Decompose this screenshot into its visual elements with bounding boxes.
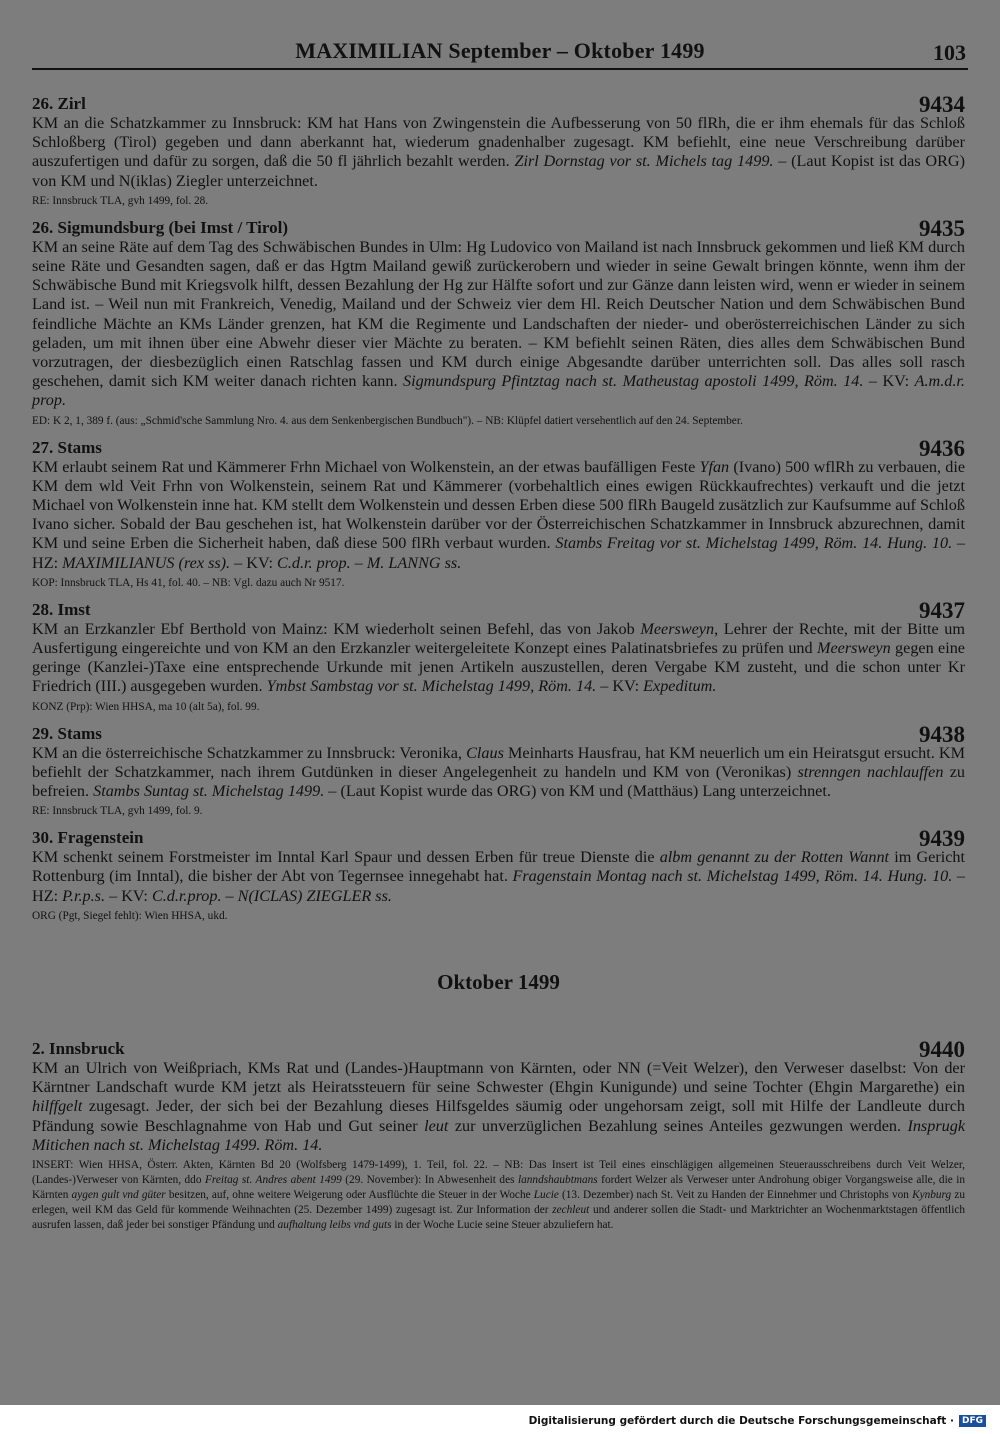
italic-text: strenngen nachlauffen — [797, 762, 944, 781]
entry-date-place: 26. Zirl — [32, 94, 86, 113]
text-run: – KV: — [863, 372, 915, 391]
italic-text: Ymbst Sambstag vor st. Michelstag 1499, Röm. 14. — [266, 677, 597, 696]
italic-text: lanndshaubtmans — [517, 1173, 598, 1186]
entry-source-note — [32, 1158, 965, 1233]
entry-source-note — [32, 194, 965, 209]
italic-text: aygen gult vnd güter — [71, 1188, 166, 1201]
text-run: Meinharts Hausfrau, hat KM neuerlich um ein Heiratsgut ersucht. KM befiehlt der Schatzkammer, nach ihrem Gutdünken in dieser Angelegenheit zu handeln und KM von (Veronikas) — [32, 743, 965, 781]
text-run: – (Laut Kopist ist das ORG) von KM und N(iklas) Ziegler unterzeichnet. — [32, 152, 966, 190]
entry-heading — [32, 826, 965, 852]
italic-text: Expeditum. — [643, 677, 717, 696]
italic-text: Meersweyn — [816, 639, 891, 658]
entry-heading — [32, 215, 965, 241]
text-run: KOP: Innsbruck TLA, Hs 41, fol. 40. – NB: Vgl. dazu auch Nr 9517. — [32, 576, 345, 589]
entry-source-note — [32, 576, 965, 591]
entry-regest-text — [32, 458, 965, 573]
entry-heading — [32, 721, 965, 747]
italic-text: Lucie — [533, 1188, 559, 1201]
entry-date-place: 29. Stams — [32, 723, 102, 743]
text-run: (29. November): In Abwesenheit des — [341, 1173, 518, 1186]
entry-number: 9437 — [919, 597, 965, 623]
entry-number: 9436 — [919, 435, 965, 461]
digitization-footer — [529, 1412, 986, 1430]
text-run: RE: Innsbruck TLA, gvh 1499, fol. 9. — [32, 805, 203, 818]
entry-date-place: 30. Fragenstein — [32, 828, 144, 848]
italic-text: MAXIMILIANUS (rex ss). — [62, 553, 231, 572]
month-heading: Oktober 1499 — [437, 969, 560, 994]
italic-text: Meersweyn — [640, 619, 715, 638]
footer-text: Digitalisierung gefördert durch die Deutsche Forschungsgemeinschaft · — [528, 1415, 954, 1427]
text-run: KM an Ulrich von Weißpriach, KMs Rat und (Landes-)Hauptmann von Kärnten, oder NN (=Veit Welzer), den Verweser daselbst: Von der Kärntner Landschaft wurde KM jetzt als Heiratssteuern für seine Schwester (Ehgin Kunigunde) und seine Tochter (Ehgin Margarethe) ein — [32, 1058, 965, 1097]
text-run: KM an Erzkanzler Ebf Berthold von Mainz: KM wiederholt seinen Befehl, das von Jakob — [32, 619, 641, 638]
text-run: – KV: — [596, 677, 644, 696]
text-run: zugesagt. Jeder, der sich bei der Bezahlung dieses Hilfsgeldes säumig oder ungehorsam zeigt, soll mit Hilfe der Landleute durch Pfändung sowie Beschlagnahme von Hab und Gut seiner — [32, 1097, 965, 1135]
text-run: – KV: — [230, 553, 278, 572]
entry-regest-text — [32, 1059, 965, 1155]
italic-text: leut — [424, 1116, 449, 1135]
text-run: in der Woche Lucie seine Steuer abzuliefern hat. — [391, 1218, 614, 1231]
entry-regest-text — [32, 620, 965, 697]
entry-source-note — [32, 804, 965, 819]
register-entry — [32, 722, 965, 820]
entry-date-place: 2. Innsbruck — [32, 1038, 125, 1058]
register-entry — [32, 826, 965, 924]
register-entry — [32, 598, 965, 715]
entries-september — [32, 92, 965, 924]
entry-heading — [32, 597, 965, 623]
entry-number: 9435 — [919, 215, 965, 241]
text-run: und anderer sollen die Stadt- und Marktrichter an Wochenmarktstagen öffentlich ausrufen lassen, daß jeder bei sonstiger Pfändung und — [32, 1203, 965, 1231]
entries-october — [32, 1037, 965, 1233]
text-run: KM an seine Räte auf dem Tag des Schwäbischen Bundes in Ulm: Hg Ludovico von Mailand ist nach Innsbruck gekommen und ließ KM durch seine Räte und Gesandten sagen, daß er das Hgtm Mailand gewiß zurückerobern und wieder in seine Gewalt bringen könnte, wenn ihm der Schwäbische Bund mit Kriegsvolk hilft, dessen Bezahlung der Hg zur Hälfte sofort und zur Gänze dann leisten wird, wenn er wieder in seinem Land ist. – Weil nun mit Frankreich, Venedig, Mailand und der Schweiz vier dem Hl. Reich Deutscher Nation und dem Schwäbischen Bund feindliche Mächte an KMs Länder grenzen, hat KM die Regimente und Landschaften der nieder- und oberösterreichischen Länder zu sich geladen, um mit ihnen über eine Abwehr dieser vier Mächte zu beraten. – KM befiehlt seinen Räten, dies alles dem Schwäbischen Bund vorzutragen, der diesbezüglich einen Ratschlag fassen und KM durch einige Abgesandte darüber unterrichten soll. Das alles soll rasch geschehen, damit sich KM weiter danach richten kann. — [32, 237, 965, 391]
text-run: – (Laut Kopist wurde das ORG) von KM und (Matthäus) Lang unterzeichnet. — [324, 782, 831, 801]
page-number: 103 — [933, 40, 966, 65]
text-run: – KV: — [105, 886, 152, 905]
text-run: im Gericht Rottenburg (im Inntal), die bisher der Abt von Tegernsee innegehabt hat. — [32, 848, 966, 886]
entry-regest-text — [32, 114, 965, 191]
text-run: ORG (Pgt, Siegel fehlt): Wien HHSA, ukd. — [32, 909, 228, 922]
dfg-logo: DFG — [959, 1415, 986, 1427]
italic-text: Freitag st. Andres abent 1499 — [204, 1173, 342, 1186]
text-run: KM an die österreichische Schatzkammer zu Innsbruck: Veronika, — [32, 743, 467, 762]
text-run: – HZ: — [32, 867, 966, 905]
italic-text: Fragenstain Montag nach st. Michelstag 1499, Röm. 14. Hung. 10. — [512, 867, 953, 886]
entry-date-place: 26. Sigmundsburg (bei Imst / Tirol) — [32, 217, 289, 237]
text-run: fordert Welzer als Verweser unter Androhung obiger Vorgangsweise alle, die in Kärnten — [32, 1173, 966, 1201]
register-entry — [32, 216, 965, 429]
text-run: KM an die Schatzkammer zu Innsbruck: KM hat Hans von Zwingenstein die Aufbesserung von 50 flRh, die er ihm ehemals für das Schloß Schloßberg (Tirol) gegeben und dann aberkannt hat, wiederum gnadenhalber zugesagt. KM befiehlt, eine neue Verschreibung darüber auszufertigen und dafür zu sorgen, daß die 50 fl jährlich bezahlt werden. — [32, 114, 965, 171]
entry-regest-text — [32, 848, 965, 906]
italic-text: Yfan — [699, 457, 730, 476]
italic-text: Kynburg — [912, 1188, 952, 1201]
text-run: zu erlegen, weil KM das Geld für kommende Weihnachten (25. Dezember 1499) zugesagt ist. Zur Information der — [32, 1188, 965, 1216]
italic-text: aufhaltung leibs vnd guts — [277, 1218, 392, 1231]
italic-text: A.m.d.r. prop. — [32, 372, 965, 410]
text-run: – HZ: — [32, 534, 966, 572]
entry-date-place: 27. Stams — [32, 437, 102, 457]
text-run: INSERT: Wien HHSA, Österr. Akten, Kärnten Bd 20 (Wolfsberg 1479-1499), 1. Teil, fol. 22. – NB: Das Insert ist Teil eines einschlägigen allgemeinen Steuerausschreibens durch Veit Welzer, (Landes-)Verweser von Kärnten, ddo — [32, 1158, 965, 1186]
entry-regest-text — [32, 744, 965, 802]
register-entry — [32, 92, 965, 209]
text-run: KM schenkt seinem Forstmeister im Inntal Karl Spaur und dessen Erben für treue Dienste die — [32, 848, 660, 867]
entry-number: 9440 — [919, 1036, 965, 1062]
italic-text: P.r.p.s. — [62, 886, 106, 905]
text-run: (13. Dezember) nach St. Veit zu Handen der Einnehmer und Christophs von — [558, 1188, 913, 1201]
italic-text: Insprugk Mitichen nach st. Michelstag 1499. Röm. 14. — [32, 1116, 966, 1154]
entry-date-place: 28. Imst — [32, 599, 91, 619]
entry-number: 9438 — [919, 721, 965, 747]
italic-text: hilffgelt — [32, 1097, 83, 1116]
text-run: gegen eine geringe (Kanzlei-)Taxe eine entsprechende Urkunde mit jenen Artikeln auszustellen, deren Vergabe KM zusteht, und die schon unter Kr Friedrich (III.) ausgegeben wurden. — [32, 639, 965, 696]
text-run: , Lehrer der Rechte, mit der Bitte um Ausfertigung eingereichte und von KM an den Erzkanzler weitergeleitete Konzept eines Palatinatsbriefes zu prüfen und — [32, 619, 965, 658]
italic-text: Sigmundspurg Pfintztag nach st. Matheustag apostoli 1499, Röm. 14. — [402, 372, 864, 391]
entry-number: 9434 — [919, 92, 965, 117]
entry-heading — [32, 92, 965, 117]
entry-source-note — [32, 909, 965, 924]
italic-text: Zirl Dornstag vor st. Michels tag 1499. — [514, 152, 774, 171]
italic-text: albm genannt zu der Rotten Wannt — [659, 848, 890, 867]
text-run: (Ivano) 500 wflRh zu verbauen, die KM dem wld Veit Frhn von Wolkenstein, seinem Rat und Kämmerer (vorbehaltlich eines ewigen Rückkaufrechtes) verkauft und die jetzt Michael von Wolkenstein inne hat. KM stellt dem Wolkenstein und dessen Erben diese 500 flRh Baugeld zusätzlich zur Kaufsumme auf Schloß Ivano sicher. Sobald der Bau geschehen ist, hat Wolkenstein darüber vor der Österreichischen Schatzkammer in Innsbruck abzurechnen, damit KM und seine Erben die Sicherheit haben, daß diese 500 flRh verbaut wurden. — [32, 457, 965, 553]
italic-text: Claus — [466, 743, 504, 762]
italic-text: Stambs Suntag st. Michelstag 1499. — [93, 782, 325, 801]
text-run: ED: K 2, 1, 389 f. (aus: „Schmid'sche Sammlung Nro. 4. aus dem Senkenbergischen Bundbuch"). – NB: Klüpfel datiert versehentlich auf den 24. September. — [32, 414, 743, 427]
text-run: RE: Innsbruck TLA, gvh 1499, fol. 28. — [32, 194, 209, 207]
text-run: KONZ (Prp): Wien HHSA, ma 10 (alt 5a), fol. 99. — [32, 700, 260, 713]
italic-text: C.d.r. prop. – M. LANNG ss. — [277, 553, 462, 572]
running-header — [32, 38, 968, 70]
page-content — [32, 92, 965, 1240]
italic-text: zechleut — [552, 1203, 590, 1216]
running-title: MAXIMILIAN September – Oktober 1499 — [295, 38, 705, 63]
text-run: KM erlaubt seinem Rat und Kämmerer Frhn Michael von Wolkenstein, an der etwas baufälligen Feste — [32, 457, 700, 476]
entry-heading — [32, 435, 965, 461]
entry-source-note — [32, 700, 965, 715]
entry-number: 9439 — [919, 826, 965, 852]
text-run: zu befreien. — [32, 762, 965, 801]
entry-heading — [32, 1036, 965, 1062]
entry-regest-text — [32, 238, 965, 411]
text-run: zur unverzüglichen Bezahlung seines Anteiles gezwungen werden. — [448, 1116, 908, 1135]
entry-source-note — [32, 414, 965, 429]
text-run: besitzen, auf, ohne weitere Weigerung oder Ausflüchte die Steuer in der Woche — [165, 1188, 534, 1201]
register-entry — [32, 1037, 965, 1233]
italic-text: Stambs Freitag vor st. Michelstag 1499, Röm. 14. Hung. 10. — [555, 534, 953, 553]
register-entry — [32, 436, 965, 591]
italic-text: C.d.r.prop. – N(ICLAS) ZIEGLER ss. — [151, 886, 392, 905]
